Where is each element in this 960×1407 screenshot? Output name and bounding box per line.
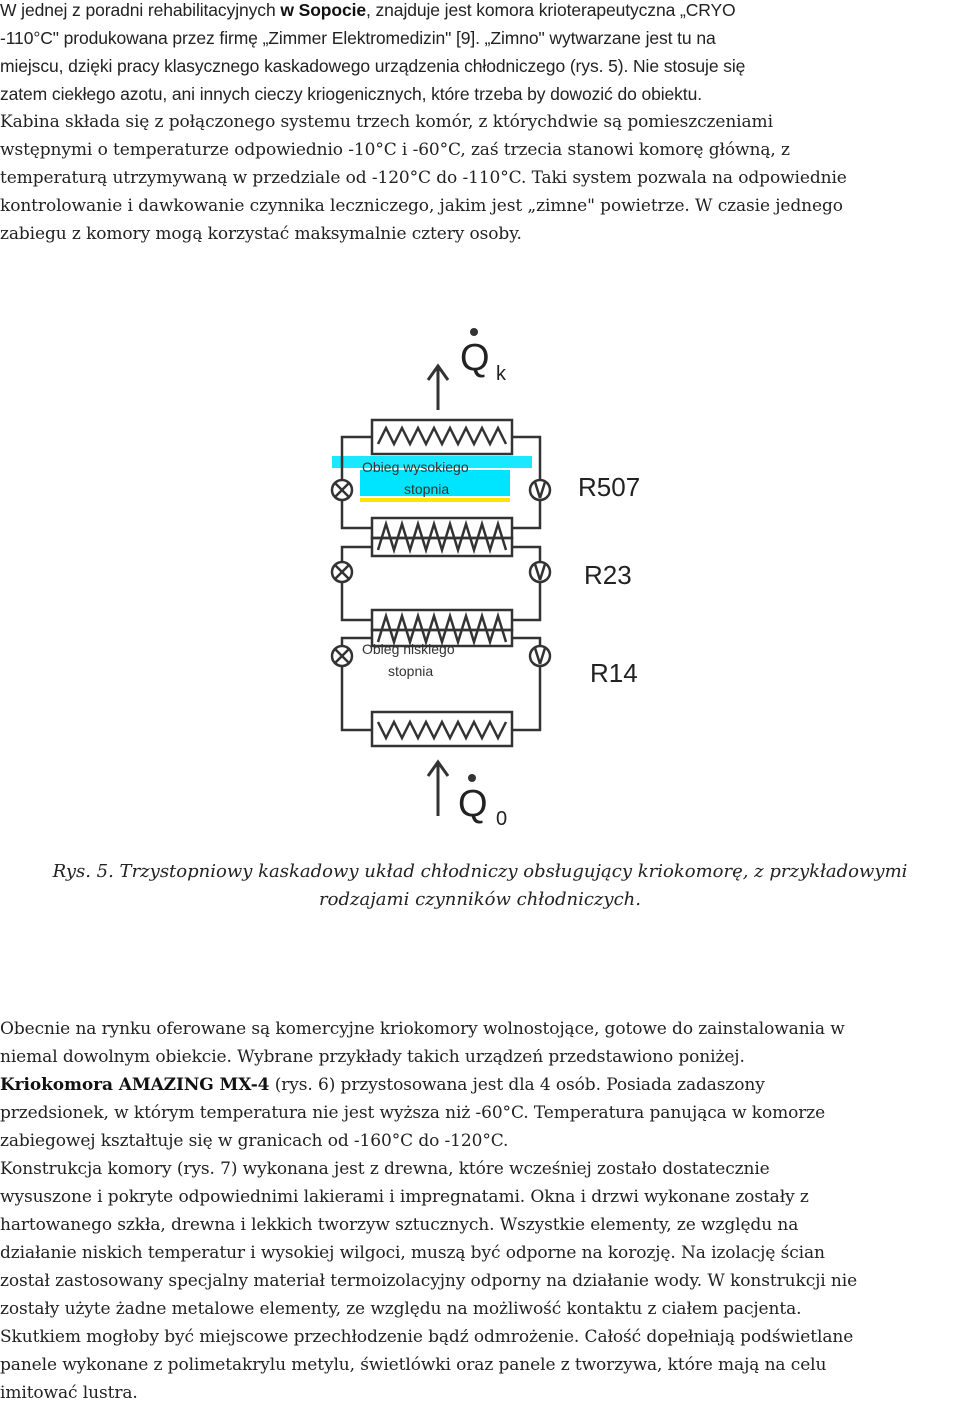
dot-mark [468,774,476,782]
intro-text-block [0,0,960,248]
paragraph-construction [0,1155,960,1407]
market-text-block [0,1015,960,1407]
paragraph-market [0,1015,960,1071]
heat-absorbed-subscript: 0 [496,808,508,830]
compressor-icon [530,480,550,500]
text-line: Obecnie na rynku oferowane są komercyjne kriokomory wolnostojące, gotowe do zainstalowania w [0,1019,845,1039]
text-span: (rys. 6) przystosowana jest dla 4 osób. Posiada zadaszony [269,1075,765,1095]
heat-out-arrow [428,366,448,410]
text-line: zostały użyte żadne metalowe elementy, ze względu na możliwość kontaktu z ciałem pacjenta. [0,1299,802,1319]
heat-rejected-subscript: k [496,363,506,385]
text-line: imitować lustra. [0,1383,138,1403]
compressor-icon [530,646,550,666]
heat-absorbed-symbol: Q [458,783,488,825]
text-line: hartowanego szkła, drewna i lekkich tworzyw sztucznych. Wszystkie elementy, ze względu na [0,1215,799,1235]
text-line: zabiegu z komory mogą korzystać maksymalnie cztery osoby. [0,224,522,244]
heat-rejected-symbol: Q [460,337,490,379]
paragraph-amazing-mx4 [0,1071,960,1155]
text-line: wstępnymi o temperaturze odpowiednio -10°C i -60°C, zaś trzecia stanowi komorę główną, z [0,140,790,160]
text-line: zabiegowej kształtuje się w granicach od -160°C do -120°C. [0,1131,509,1151]
text-line [0,1071,960,1099]
text-line: panele wykonane z polimetakrylu metylu, świetlówki oraz panele z tworzywa, które mają na celu [0,1355,827,1375]
evaporator-coil [372,712,512,746]
text-line: temperaturą utrzymywaną w przedziale od -120°C do -110°C. Taki system pozwala na odpowiednie [0,168,847,188]
text-line: Skutkiem mogłoby być miejscowe przechłodzenie bądź odmrożenie. Całość dopełniają podświetlane [0,1327,854,1347]
refrigerant-label-r23: R23 [584,560,632,590]
text-line: przedsionek, w którym temperatura nie jest wyższa niż -60°C. Temperatura panująca w komorze [0,1103,826,1123]
dot-mark [470,328,478,336]
text-span: , znajduje jest komora krioterapeutyczna „CRYO [366,0,736,20]
text-line: został zastosowany specjalny materiał termoizolacyjny odporny na działanie wody. W konstrukcji nie [0,1271,858,1291]
condenser-coil [372,420,512,454]
refrigerant-label-r14: R14 [590,658,638,688]
text-line: działanie niskich temperatur i wysokiej wilgoci, muszą być odporne na korozję. Na izolację ścian [0,1243,825,1263]
bold-text: Kriokomora AMAZING MX-4 [0,1075,270,1095]
paragraph-sopot-chamber [0,0,960,108]
high-stage-label: stopnia [404,481,450,497]
heat-in-arrow [428,762,448,816]
compressor-icon [530,562,550,582]
paragraph-cabin-description [0,108,960,248]
text-line: niemal dowolnym obiekcie. Wybrane przykłady takich urządzeń przedstawiono poniżej. [0,1047,745,1067]
text-span: W jednej z poradni rehabilitacyjnych [0,0,281,20]
text-line: Konstrukcja komory (rys. 7) wykonana jest z drewna, które wcześniej zostało dostatecznie [0,1159,770,1179]
expansion-valve-icon [332,562,352,582]
high-stage-label: Obieg wysokiego [362,459,469,475]
figure-caption [0,858,960,914]
text-line: kontrolowanie i dawkowanie czynnika leczniczego, jakim jest „zimne" powietrze. W czasie jednego [0,196,843,216]
text-line: zatem ciekłego azotu, ani innych cieczy kriogenicznych, które trzeba by dowozić do obiektu. [0,84,702,104]
text-line: miejscu, dzięki pracy klasycznego kaskadowego urządzenia chłodniczego (rys. 5). Nie stosuje się [0,56,746,76]
text-line: -110°C" produkowana przez firmę „Zimmer Elektromedizin" [9]. „Zimno" wytwarzane jest tu na [0,28,716,48]
highlight-band [360,498,510,502]
text-line: wysuszone i pokryte odpowiednimi lakierami i impregnatami. Okna i drzwi wykonane zostały z [0,1187,809,1207]
low-stage-label: Obieg niskiego [362,641,455,657]
caption-line: rodzajami czynników chłodniczych. [319,889,641,910]
refrigerant-label-r507: R507 [578,472,641,502]
text-line [0,0,960,24]
expansion-valve-icon [332,480,352,500]
cascade-refrigeration-diagram [300,320,660,830]
text-line: Kabina składa się z połączonego systemu trzech komór, z którychdwie są pomieszczeniami [0,112,773,132]
expansion-valve-icon [332,646,352,666]
caption-line: Rys. 5. Trzystopniowy kaskadowy układ chłodniczy obsługujący kriokomorę, z przykładowymi [52,861,908,882]
bold-text: w Sopocie [280,0,366,20]
low-stage-label: stopnia [388,663,434,679]
cascade-heat-exchanger [372,518,512,556]
